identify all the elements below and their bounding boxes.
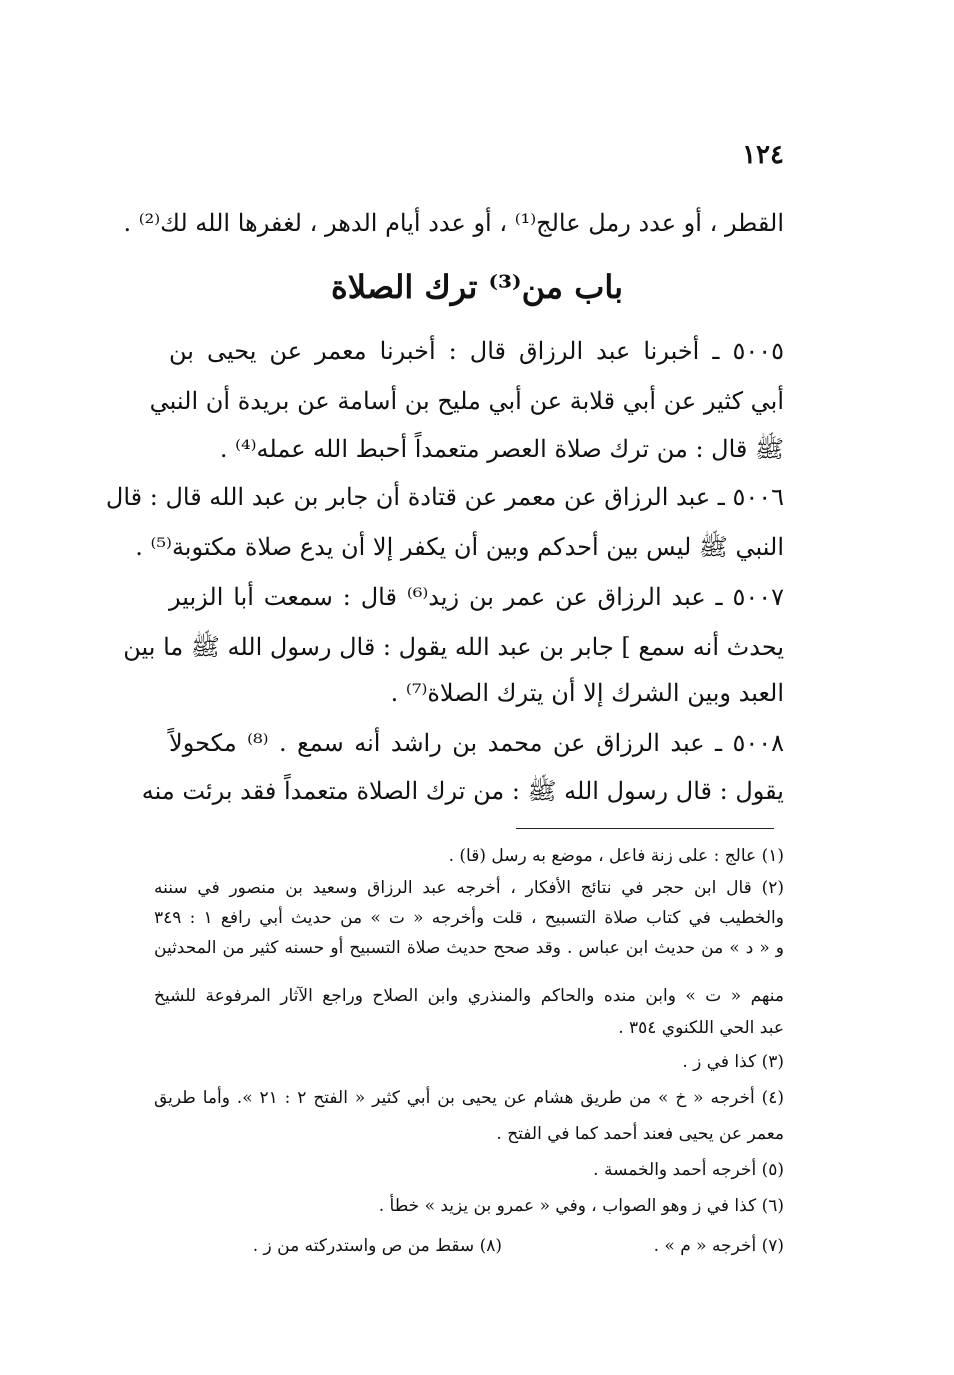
footnote-separator [516,828,774,829]
body-line: ٥٠٠٥ ـ أخبرنا عبد الرزاق قال : أخبرنا معمر عن يحيى بن [169,337,784,365]
footnote-line: (٣) كذا في ز . [682,1052,784,1072]
footnote-line: (١) عالج : على زنة فاعل ، موضع به رسل (قا) . [448,846,784,866]
body-line: ﷺ قال : من ترك صلاة العصر متعمداً أحبط الله عمله⁽⁴⁾ . [219,435,784,463]
footnote-line: (٢) قال ابن حجر في نتائج الأفكار ، أخرجه عبد الرزاق وسعيد بن منصور في سننه [154,878,784,898]
footnote-line: (٥) أخرجه أحمد والخمسة . [593,1160,784,1180]
body-line: أبي كثير عن أبي قلابة عن أبي مليح بن أسامة عن بريدة أن النبي [149,387,784,415]
chapter-heading: باب من⁽³⁾ ترك الصلاة [331,268,623,306]
footnote-line: و « د » من حديث ابن عباس . وقد صحح حديث صلاة التسبيح أو حسنه كثير من المحدثين [154,938,784,958]
footnote-line: (٤) أخرجه « خ » من طريق هشام عن يحيى بن أبي كثير « الفتح ٢ : ٢١ ». وأما طريق [154,1088,784,1108]
footnote-line: معمر عن يحيى فعند أحمد كما في الفتح . [496,1124,784,1144]
footnote-line: والخطيب في كتاب صلاة التسبيح ، قلت وأخرجه « ت » من حديث أبي رافع ١ : ٣٤٩ [154,908,784,928]
body-line: يقول : قال رسول الله ﷺ : من ترك الصلاة متعمداً فقد برئت منه [141,777,784,805]
body-line: يحدث أنه سمع ] جابر بن عبد الله يقول : قال رسول الله ﷺ ما بين [123,633,784,661]
footnote-line: عبد الحي اللكنوي ٣٥٤ . [618,1018,784,1038]
body-line: ٥٠٠٧ ـ عبد الرزاق عن عمر بن زيد⁽⁶⁾ قال : سمعت أبا الزبير [169,583,784,611]
body-line: ٥٠٠٨ ـ عبد الرزاق عن محمد بن راشد أنه سمع . ⁽⁸⁾ مكحولاً [169,729,784,757]
body-line: العبد وبين الشرك إلا أن يترك الصلاة⁽⁷⁾ . [390,679,784,707]
page-number: ١٢٤ [742,140,784,170]
footnote-line: (٧) أخرجه « م » . [653,1236,784,1256]
footnote-line: منهم « ت » وابن منده والحاكم والمنذري وابن الصلاح وراجع الآثار المرفوعة للشيخ [154,986,784,1006]
footnote-line: (٨) سقط من ص واستدركته من ز . [252,1236,502,1256]
body-line: ٥٠٠٦ ـ عبد الرزاق عن معمر عن قتادة أن جابر بن عبد الله قال : قال [105,483,784,511]
continued-text-line: القطر ، أو عدد رمل عالج⁽¹⁾ ، أو عدد أيام الدهر ، لغفرها الله لك⁽²⁾ . [123,209,784,237]
body-line: النبي ﷺ ليس بين أحدكم وبين أن يكفر إلا أن يدع صلاة مكتوبة⁽⁵⁾ . [135,533,784,561]
footnote-line: (٦) كذا في ز وهو الصواب ، وفي « عمرو بن يزيد » خطأ . [378,1196,784,1216]
